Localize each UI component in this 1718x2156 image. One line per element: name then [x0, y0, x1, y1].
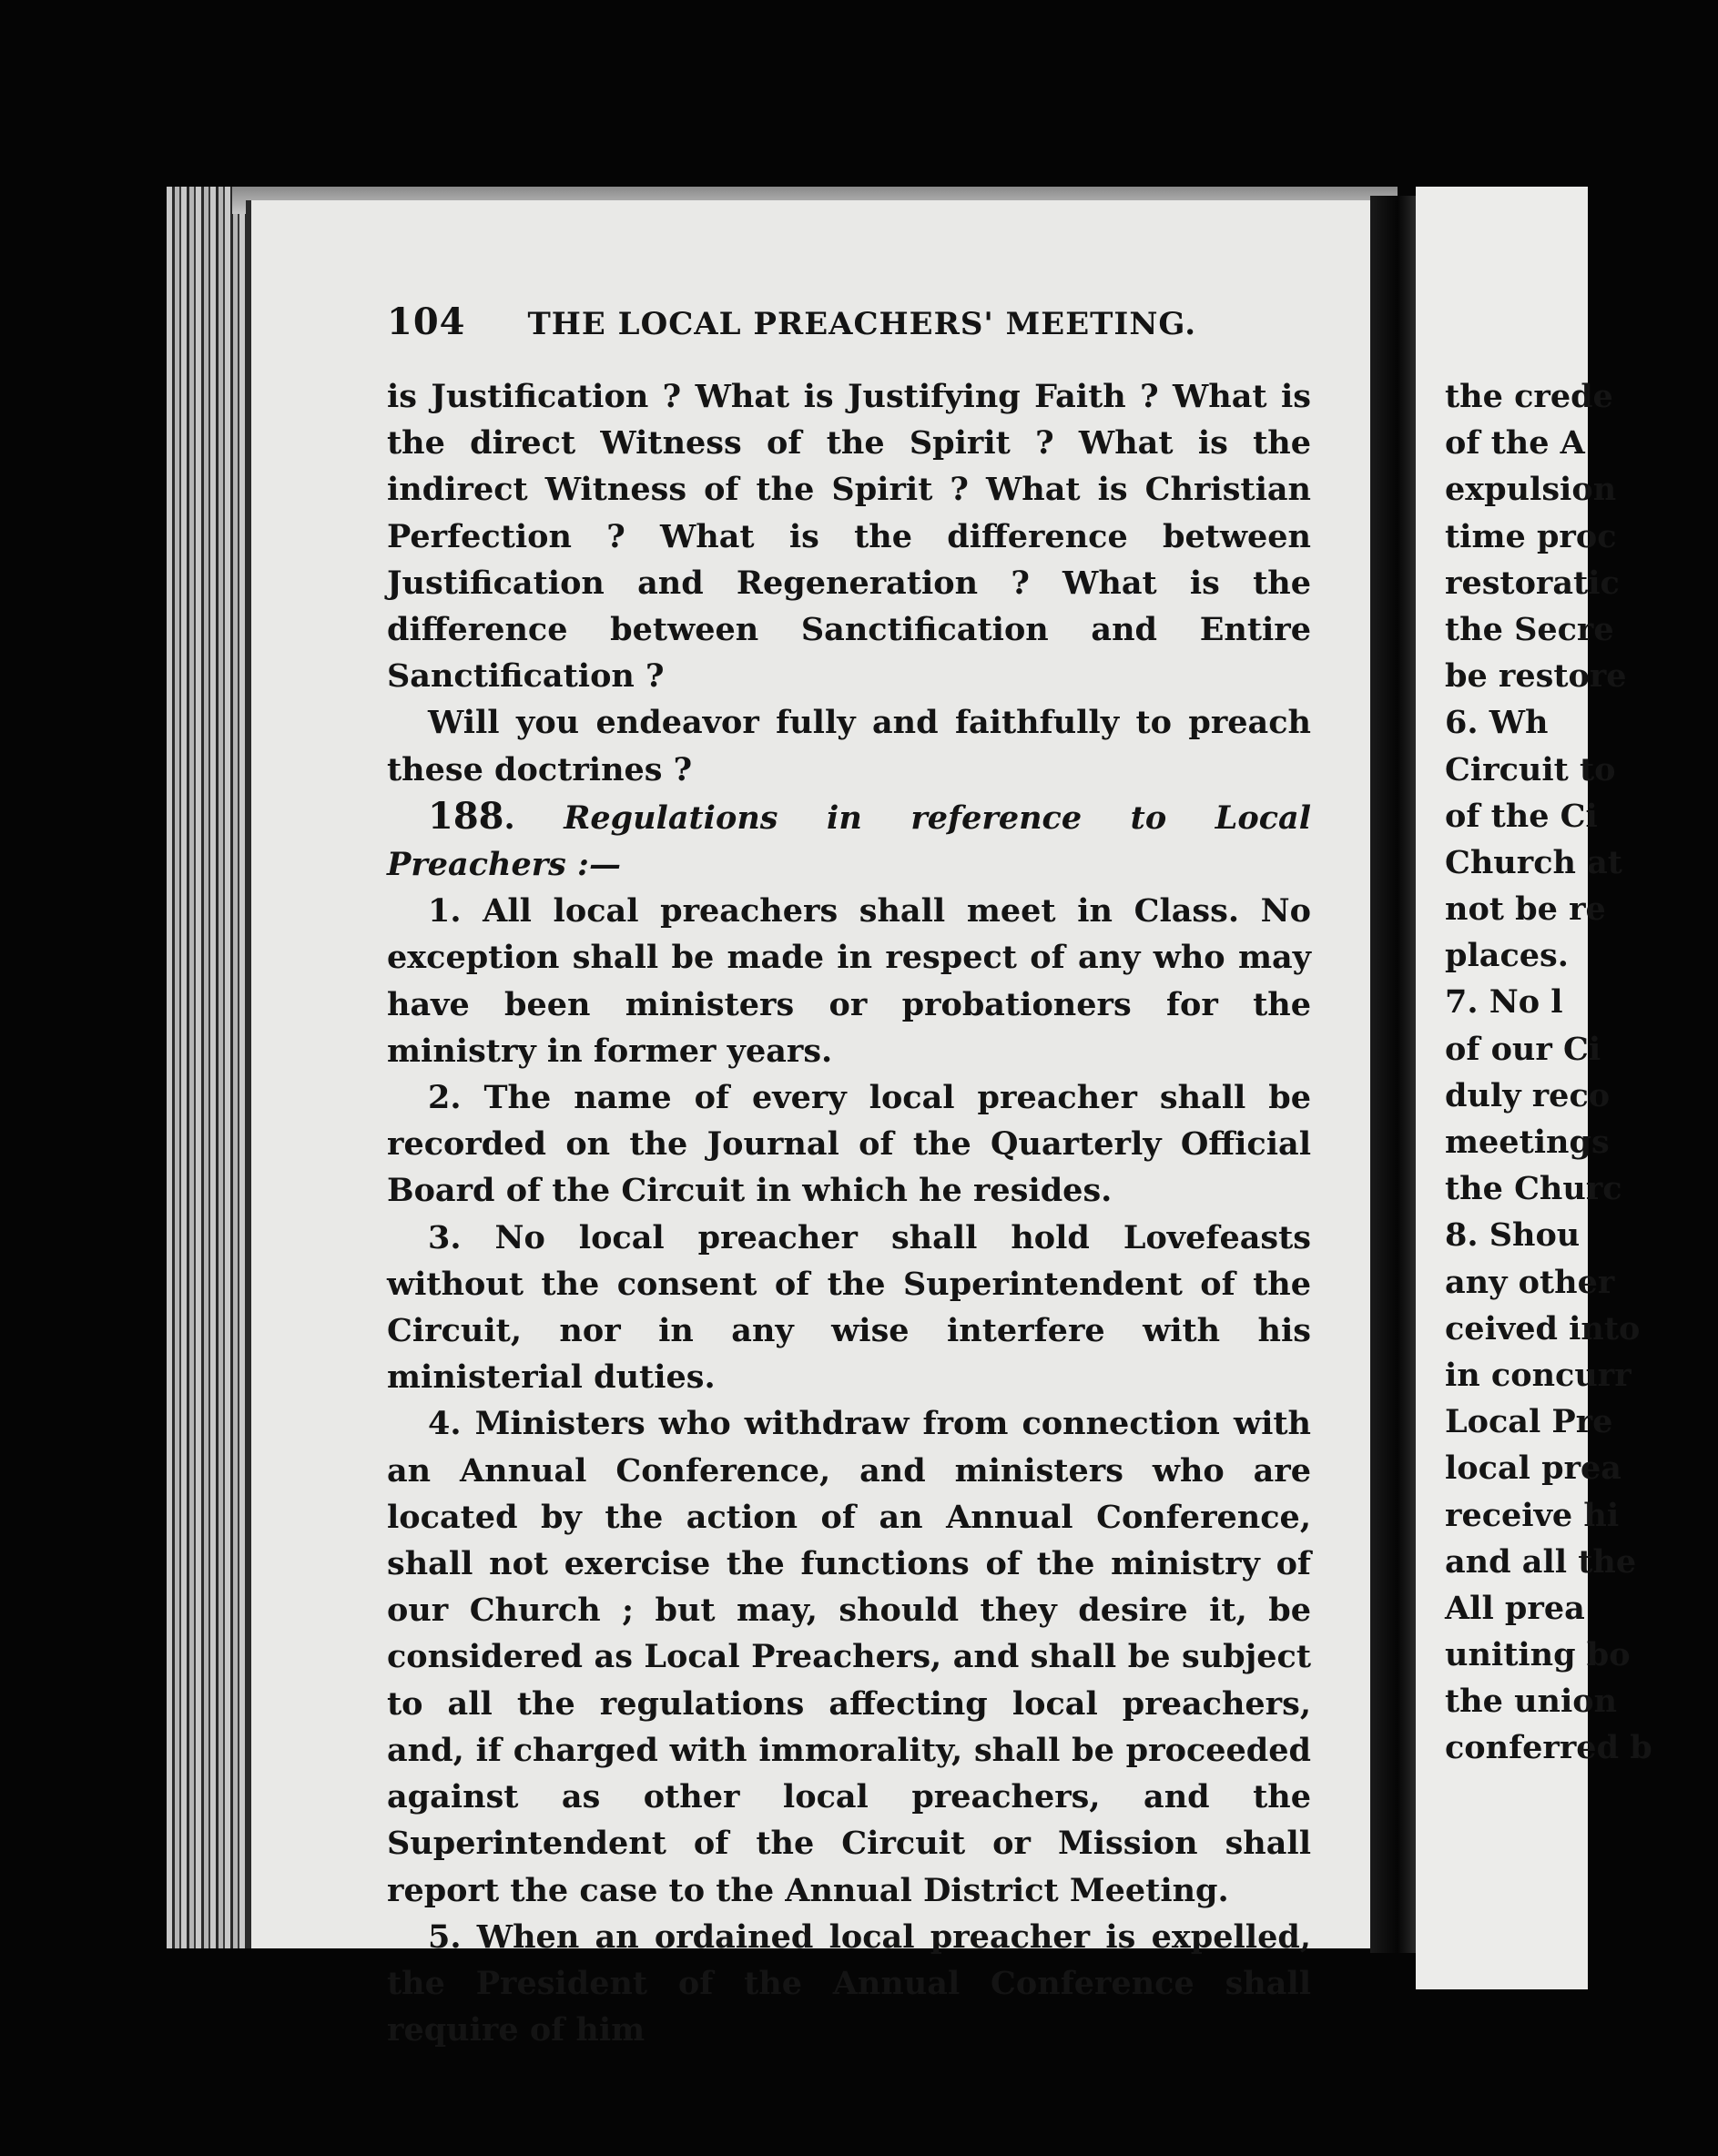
facing-line: of the A: [1445, 424, 1585, 463]
paragraph-doctrines: Will you endeavor fully and faithfully to preach these doctrines ?: [387, 704, 1311, 788]
running-title: THE LOCAL PREACHERS' MEETING.: [527, 306, 1197, 342]
book-page-edges: [167, 187, 258, 1948]
facing-line: ceived into: [1445, 1309, 1641, 1348]
book-spine: [1370, 196, 1416, 1953]
page-header: [387, 300, 1334, 343]
facing-line: local prea: [1445, 1449, 1621, 1488]
facing-line: duly reco: [1445, 1076, 1611, 1114]
facing-line: of our Ci: [1445, 1030, 1601, 1068]
facing-line: Local Pre: [1445, 1403, 1613, 1441]
facing-line: Circuit to: [1445, 750, 1616, 788]
facing-line: of the Ci: [1445, 797, 1598, 835]
facing-line: 8. Shou: [1445, 1216, 1581, 1255]
regulation-4: 4. Ministers who withdraw from connection with an Annual Conference, and ministers who are located by the action of an Annual Conference, shall not exercise the functions of the ministry of our Church ; but may, should they desire it, be considered as Local Preachers, and shall be subject to all the regulations affecting local preachers, and, if charged with immorality, shall be proceeded against as other local preachers, and the Superintendent of the Circuit or Mission shall report the case to the Annual District Meeting.: [387, 1405, 1311, 1909]
facing-line: restoratic: [1445, 564, 1620, 602]
regulation-5: 5. When an ordained local preacher is expelled, the President of the Annual Conference shall require of him: [387, 1917, 1311, 2049]
facing-line: Church at: [1445, 843, 1622, 881]
facing-line: receive hi: [1445, 1496, 1620, 1534]
facing-page-text: [1445, 373, 1718, 1772]
facing-line: the crede: [1445, 378, 1613, 415]
facing-line: meetings: [1445, 1124, 1610, 1161]
facing-line: All prea: [1445, 1589, 1585, 1627]
facing-line: uniting bo: [1445, 1636, 1631, 1674]
regulation-2: 2. The name of every local preacher shall be recorded on the Journal of the Quarterly Official Board of the Circuit in which he resides.: [387, 1079, 1311, 1210]
facing-line: and all the: [1445, 1542, 1637, 1581]
paragraph-questions: is Justification ? What is Justifying Faith ? What is the direct Witness of the Spirit ? What is the indirect Witness of the Spirit ? What is Christian Perfection ? What is the difference between Justification and Regeneration ? What is the difference between Sanctification and Entire Sanctification ?: [387, 378, 1311, 696]
facing-line: time proc: [1445, 517, 1617, 555]
facing-line: expulsion: [1445, 471, 1617, 509]
facing-line: 7. No l: [1445, 983, 1563, 1022]
facing-line: places.: [1445, 937, 1569, 975]
facing-line: the Secre: [1445, 610, 1614, 648]
section-heading: 188. Regulations in reference to Local Preachers :—: [387, 794, 1311, 884]
facing-line: be restore: [1445, 657, 1627, 696]
regulation-3: 3. No local preacher shall hold Lovefeasts without the consent of the Superintendent of the Circuit, nor in any wise interfere with his ministerial duties.: [387, 1218, 1311, 1397]
regulation-1: 1. All local preachers shall meet in Class. No exception shall be made in respect of any who may have been ministers or probationers for the ministry in former years.: [387, 892, 1311, 1070]
facing-line: the Churc: [1445, 1170, 1622, 1208]
facing-line: conferred b: [1445, 1729, 1652, 1767]
section-title: Regulations in reference to Local Preachers :—: [387, 798, 1311, 884]
facing-line: 6. Wh: [1445, 704, 1549, 742]
page-number: 104: [387, 300, 466, 343]
left-page-text: [387, 373, 1311, 2053]
facing-line: in concurr: [1445, 1356, 1632, 1394]
facing-line: any other: [1445, 1263, 1615, 1301]
facing-line: not be re: [1445, 890, 1606, 929]
section-number: 188: [428, 794, 504, 838]
facing-line: the union: [1445, 1683, 1618, 1721]
